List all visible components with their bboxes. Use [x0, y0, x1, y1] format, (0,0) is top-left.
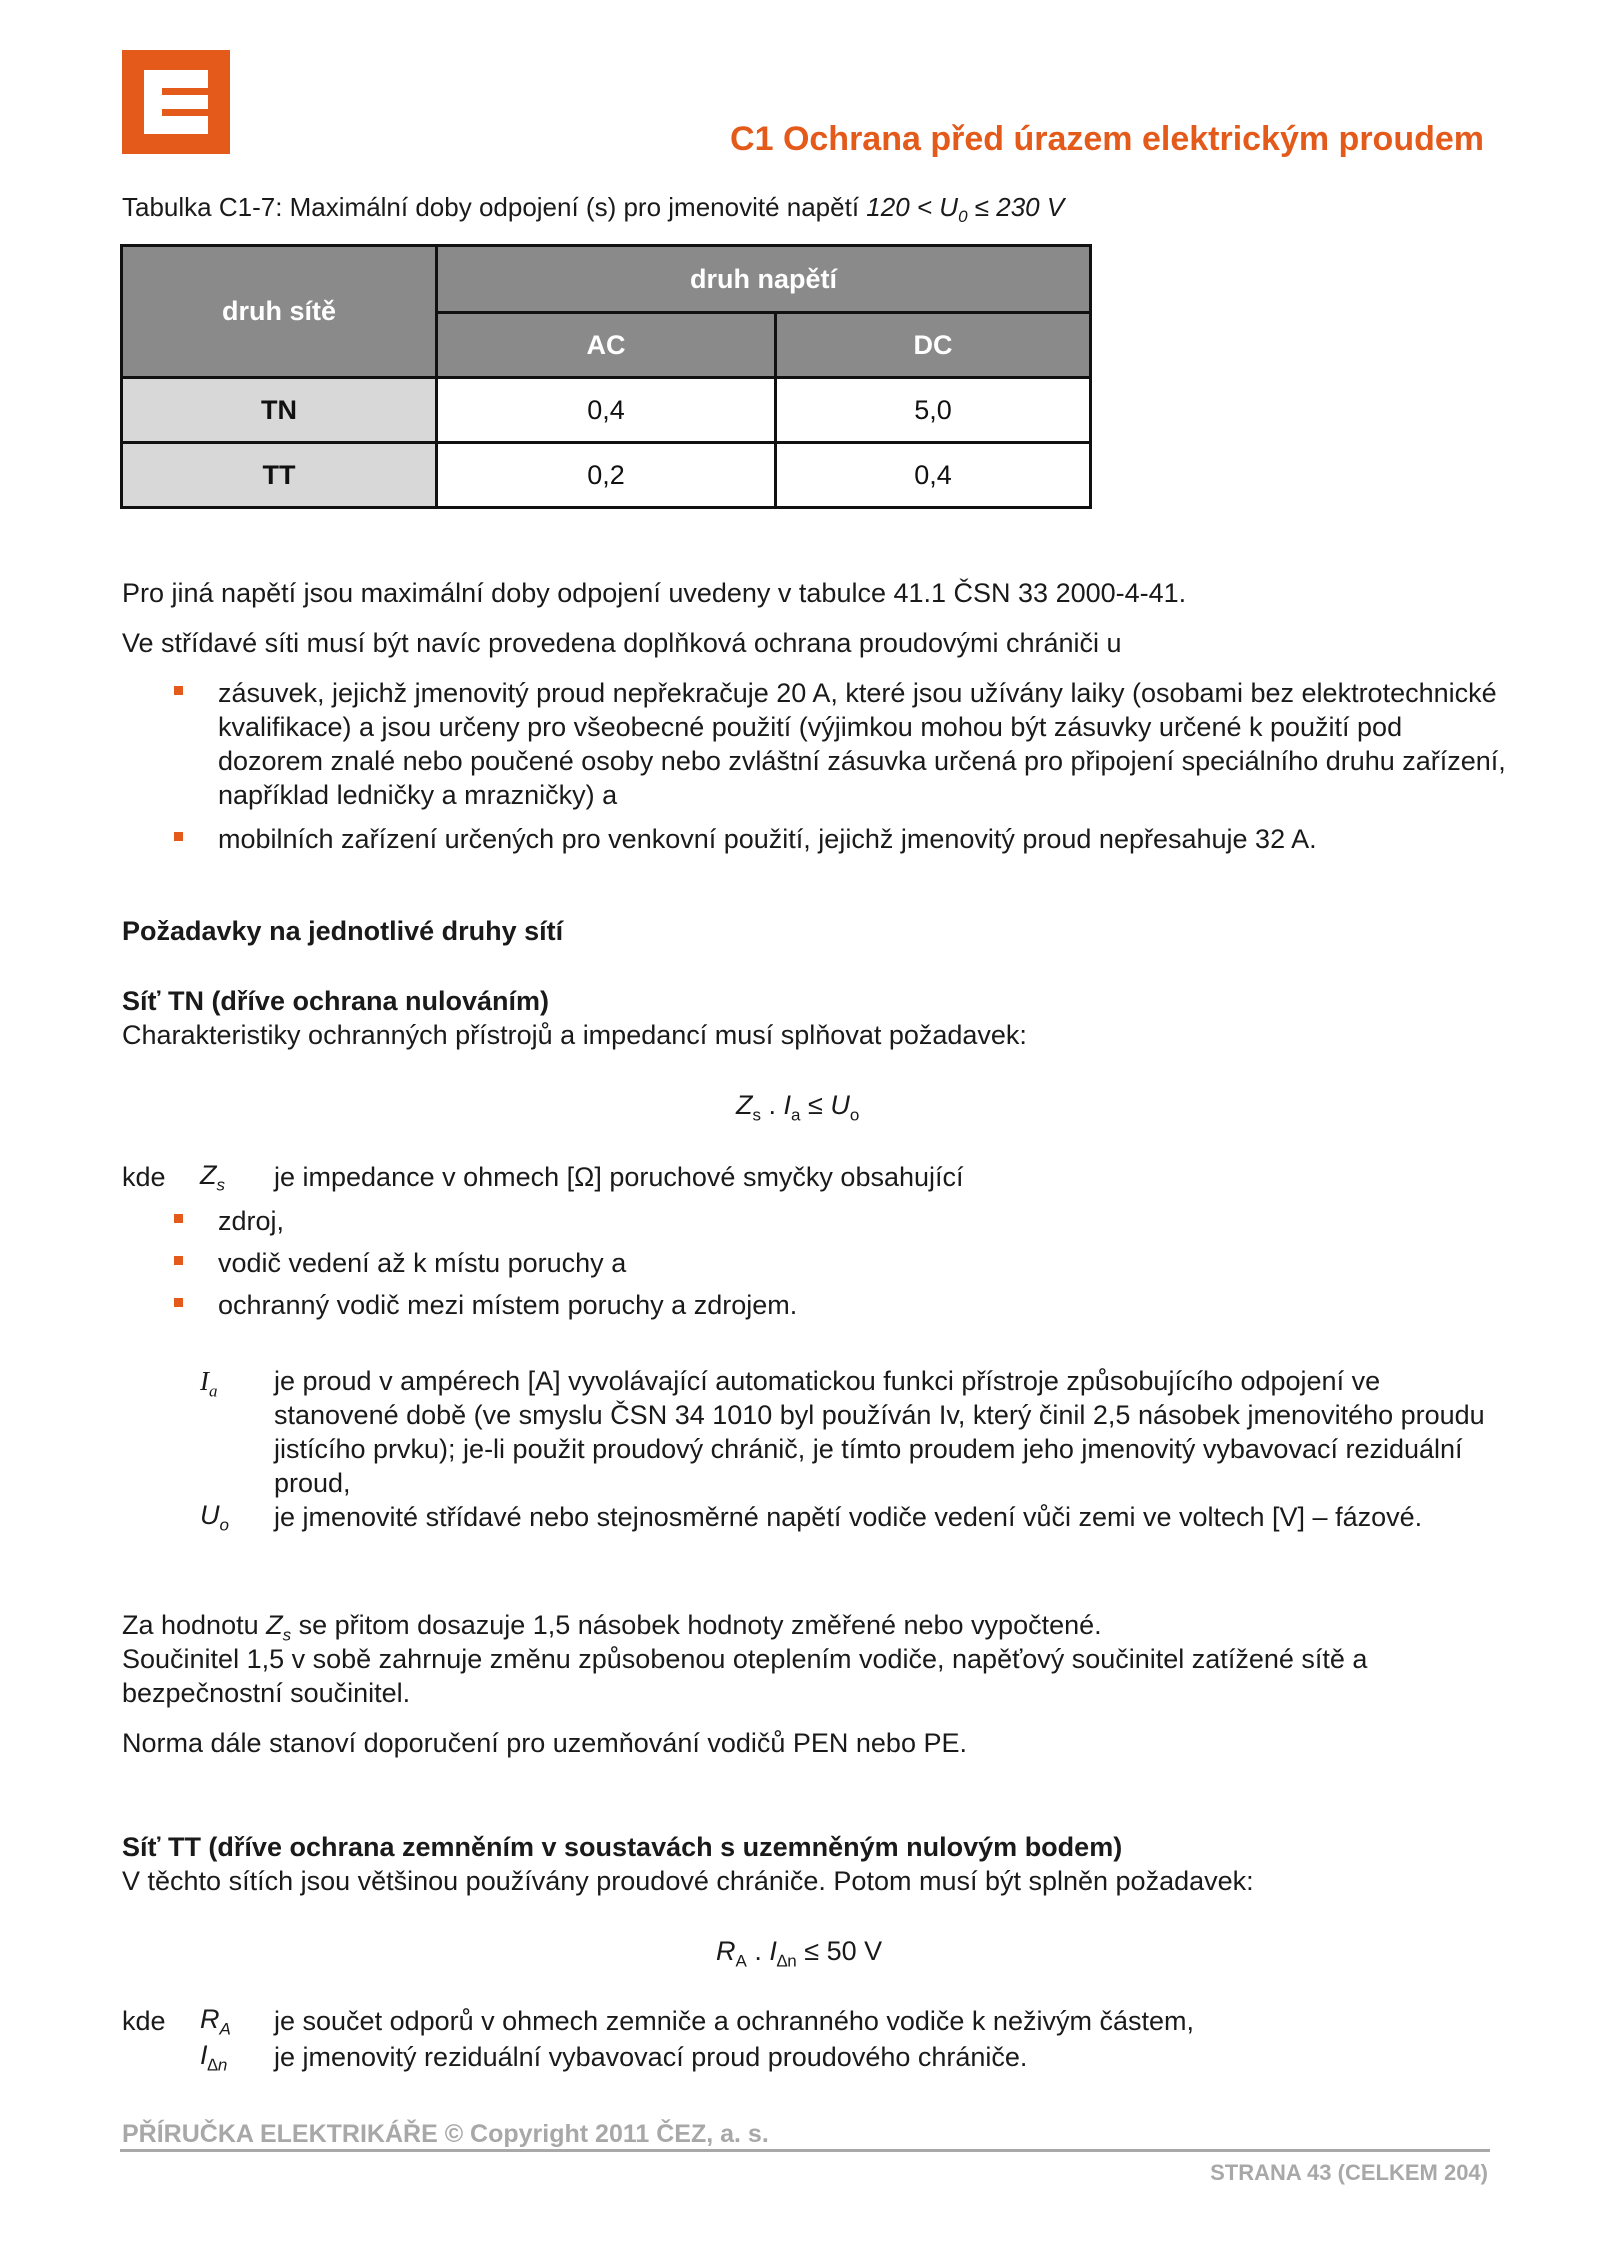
list-item: zdroj, [218, 1206, 285, 1236]
bullet-icon [170, 1214, 186, 1230]
table-caption [122, 192, 1064, 227]
definition-zs: je impedance v ohmech [Ω] poruchové smyčky obsahující [274, 1162, 964, 1192]
caption-condition: $120 < U_0 \le 230$ V [866, 192, 1065, 227]
footer-copyright: PŘÍRUČKA ELEKTRIKÁŘE © Copyright 2011 ČEZ, a. s. [122, 2120, 769, 2148]
definition-idn: je jmenovitý reziduální vybavovací proud proudového chrániče. [274, 2042, 1028, 2072]
definition-uo: je jmenovité střídavé nebo stejnosměrné napětí vodiče vedení vůči zemi ve voltech [V] – fázové. [274, 1502, 1423, 1532]
footer-page-number: STRANA 43 (CELKEM 204) [1210, 2160, 1488, 2185]
section-title: C1 Ochrana před úrazem elektrickým proudem [730, 120, 1484, 158]
bullet-icon [170, 1256, 186, 1272]
tt-intro: V těchto sítích jsou většinou používány proudové chrániče. Potom musí být splněn požadavek: [122, 1866, 1254, 1896]
tn-formula: $Z_s$ . $I_a \le U_o$ [736, 1090, 860, 1125]
paragraph-zs-value: Za hodnotu $Z_s$ se přitom dosazuje 1,5 násobek hodnoty změřené nebo vypočtené. [122, 1610, 1102, 1645]
cell-dc: 0,4 [776, 443, 1091, 508]
table-row [122, 443, 1091, 508]
symbol-uo: $U_o$ [200, 1500, 229, 1535]
table-row [122, 378, 1091, 443]
header-ac: AC [437, 313, 776, 378]
footer-divider [120, 2149, 1490, 2152]
label-kde-tt: kde [122, 2006, 166, 2036]
paragraph-coefficient: Součinitel 1,5 v sobě zahrnuje změnu způsobenou oteplením vodiče, napěťový součinitel zatížené sítě a bezpečnostní součinitel. [122, 1644, 1368, 1708]
header-network-type: druh sítě [122, 246, 437, 378]
cez-logo-icon [122, 50, 230, 154]
cez-logo [122, 50, 230, 154]
paragraph-norm: Norma dále stanoví doporučení pro uzemňování vodičů PEN nebo PE. [122, 1728, 967, 1758]
cell-dc: 5,0 [776, 378, 1091, 443]
tn-intro: Charakteristiky ochranných přístrojů a impedancí musí splňovat požadavek: [122, 1020, 1027, 1050]
heading-requirements: Požadavky na jednotlivé druhy sítí [122, 916, 564, 946]
label-kde: kde [122, 1162, 166, 1192]
definition-ia: je proud v ampérech [A] vyvolávající automatickou funkci přístroje způsobujícího odpojení ve stanovené době (ve smyslu ČSN 34 1010 byl používán Iv, který činil 2,5 násobek jmenovitého proudu jistícího prvku); je-li použit proudový chránič, je tímto proudem jeho jmenovitý vybavovací reziduální proud, [274, 1366, 1485, 1498]
heading-tt-network: Síť TT (dříve ochrana zemněním v soustavách s uzemněným nulovým bodem) [122, 1832, 1123, 1862]
heading-tn-network: Síť TN (dříve ochrana nulováním) [122, 986, 550, 1016]
cell-ac: 0,2 [437, 443, 776, 508]
row-label: TT [122, 443, 437, 508]
paragraph-other-voltages: Pro jiná napětí jsou maximální doby odpojení uvedeny v tabulce 41.1 ČSN 33 2000-4-41. [122, 578, 1187, 608]
disconnection-time-table [120, 244, 1092, 509]
list-item: mobilních zařízení určených pro venkovní použití, jejichž jmenovitý proud nepřesahuje 32 A. [218, 824, 1317, 854]
header-dc: DC [776, 313, 1091, 378]
paragraph-ac-protection: Ve střídavé síti musí být navíc provedena doplňková ochrana proudovými chrániči u [122, 628, 1122, 658]
bullet-icon [170, 832, 186, 848]
cell-ac: 0,4 [437, 378, 776, 443]
list-item: ochranný vodič mezi místem poruchy a zdrojem. [218, 1290, 798, 1320]
symbol-ra: $R_A$ [200, 2004, 231, 2039]
bullet-icon [170, 686, 186, 702]
symbol-idn: $I_{\Delta n}$ [200, 2040, 228, 2075]
symbol-zs: $Z_s$ [200, 1160, 225, 1195]
list-item: zásuvek, jejichž jmenovitý proud nepřekračuje 20 A, které jsou užívány laiky (osobami bez elektrotechnické kvalifikace) a jsou určeny pro všeobecné použití (výjimkou mohou být zásuvky určené k použití pod dozorem znalé nebo poučené osoby nebo zvláštní zásuvka určená pro připojení speciálního druhu zařízení, například ledničky a mrazničky) a [218, 678, 1506, 810]
list-item: vodič vedení až k místu poruchy a [218, 1248, 627, 1278]
symbol-ia: $I_a$ [200, 1366, 218, 1401]
definition-ra: je součet odporů v ohmech zemniče a ochranného vodiče k neživým částem, [274, 2006, 1194, 2036]
header-voltage-type: druh napětí [437, 246, 1091, 313]
tt-formula: $R_A$ . $I_{\Delta n} \le 50$ V [716, 1936, 883, 1971]
row-label: TN [122, 378, 437, 443]
caption-prefix: Tabulka C1-7: Maximální doby odpojení (s) pro jmenovité napětí [122, 192, 867, 222]
bullet-icon [170, 1298, 186, 1314]
